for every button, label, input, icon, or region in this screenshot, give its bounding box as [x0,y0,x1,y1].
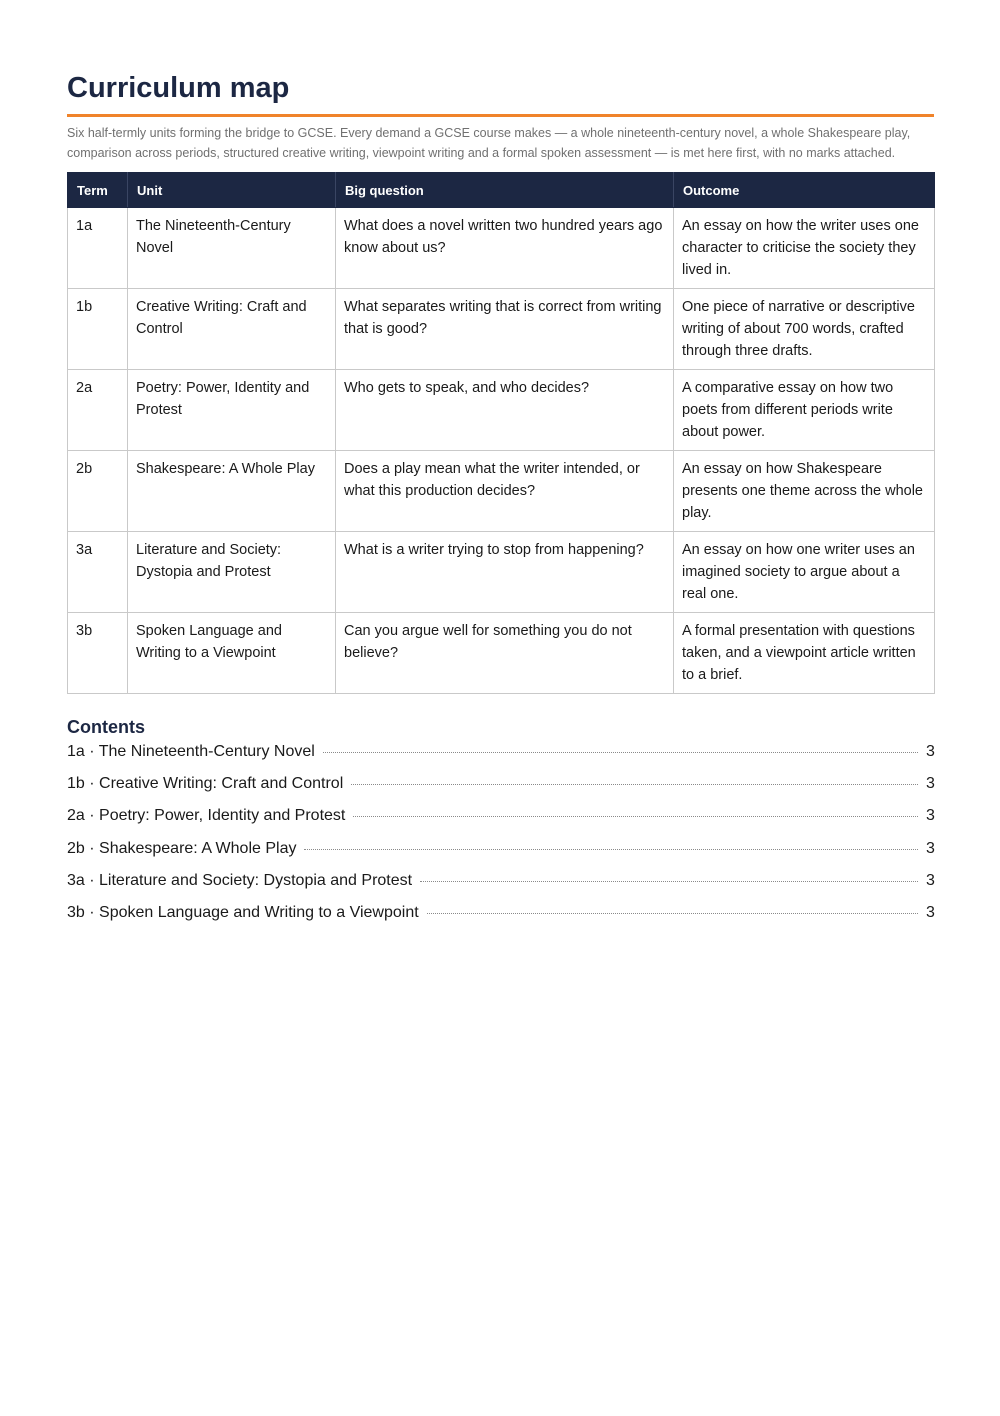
table-row [68,613,935,694]
cell-outcome: A comparative essay on how two poets from different periods write about power. [674,370,935,451]
header-big-question: Big question [336,173,674,208]
cell-outcome: An essay on how one writer uses an imagined society to argue about a real one. [674,532,935,613]
cell-outcome: An essay on how the writer uses one character to criticise the society they lived in. [674,208,935,289]
toc-entry[interactable] [67,870,934,902]
toc-page-number[interactable]: 3 [926,807,935,825]
cell-unit: Literature and Society: Dystopia and Protest [128,532,336,613]
toc-page-number[interactable]: 3 [926,871,935,889]
toc-page-number[interactable]: 3 [926,903,935,921]
toc-entry-label[interactable]: 2b · Shakespeare: A Whole Play [67,839,297,857]
cell-big-question: What is a writer trying to stop from happening? [336,532,674,613]
cell-outcome: An essay on how Shakespeare presents one theme across the whole play. [674,451,935,532]
cell-unit: Spoken Language and Writing to a Viewpoint [128,613,336,694]
table-row [68,208,935,289]
toc-page-number[interactable]: 3 [926,839,935,857]
contents-heading: Contents [67,717,145,737]
cell-term: 2b [68,451,128,532]
toc-entry-label[interactable]: 1a · The Nineteenth-Century Novel [67,743,315,760]
cell-term: 1b [68,289,128,370]
toc-dot-leader [420,881,918,882]
cell-big-question: Can you argue well for something you do not believe? [336,613,674,694]
toc-entry-label[interactable]: 1b · Creative Writing: Craft and Control [67,775,344,793]
header-term: Term [68,173,128,208]
toc-entry[interactable] [67,773,934,805]
toc-entry-label[interactable]: 3b · Spoken Language and Writing to a Viewpoint [67,903,419,921]
table-header-row [68,173,935,208]
toc-dot-leader [351,784,918,785]
cell-term: 3a [68,532,128,613]
table-row [68,289,935,370]
intro-paragraph: Six half-termly units forming the bridge to GCSE. Every demand a GCSE course makes — a whole nineteenth-century novel, a whole Shakespeare play, comparison across periods, structured creative writing, viewpoint writing and a formal spoken assessment — is met here first, with no marks attached. [67,126,911,160]
curriculum-table [67,172,935,694]
table-row [68,532,935,613]
cell-term: 1a [68,208,128,289]
table-of-contents [67,741,934,934]
cell-big-question: What separates writing that is correct from writing that is good? [336,289,674,370]
toc-dot-leader [304,849,918,850]
cell-term: 2a [68,370,128,451]
toc-dot-leader [427,913,918,914]
page-title: Curriculum map [67,72,290,104]
header-unit: Unit [128,173,336,208]
toc-dot-leader [323,752,918,753]
toc-entry-label[interactable]: 3a · Literature and Society: Dystopia and Protest [67,871,413,889]
toc-page-number[interactable]: 3 [926,743,935,760]
cell-unit: Shakespeare: A Whole Play [128,451,336,532]
toc-page-number[interactable]: 3 [926,775,935,793]
cell-unit: Creative Writing: Craft and Control [128,289,336,370]
header-outcome: Outcome [674,173,935,208]
table-row [68,370,935,451]
cell-big-question: What does a novel written two hundred years ago know about us? [336,208,674,289]
cell-term: 3b [68,613,128,694]
toc-entry-label[interactable]: 2a · Poetry: Power, Identity and Protest [67,807,346,825]
table-row [68,451,935,532]
toc-entry[interactable] [67,741,934,773]
toc-dot-leader [353,816,918,817]
cell-unit: Poetry: Power, Identity and Protest [128,370,336,451]
toc-entry[interactable] [67,902,934,934]
cell-outcome: One piece of narrative or descriptive writing of about 700 words, crafted through three drafts. [674,289,935,370]
title-underline-rule [67,114,934,117]
toc-entry[interactable] [67,838,934,870]
toc-entry[interactable] [67,805,934,837]
document-page [67,0,934,934]
cell-big-question: Who gets to speak, and who decides? [336,370,674,451]
cell-unit: The Nineteenth-Century Novel [128,208,336,289]
cell-big-question: Does a play mean what the writer intended, or what this production decides? [336,451,674,532]
cell-outcome: A formal presentation with questions taken, and a viewpoint article written to a brief. [674,613,935,694]
